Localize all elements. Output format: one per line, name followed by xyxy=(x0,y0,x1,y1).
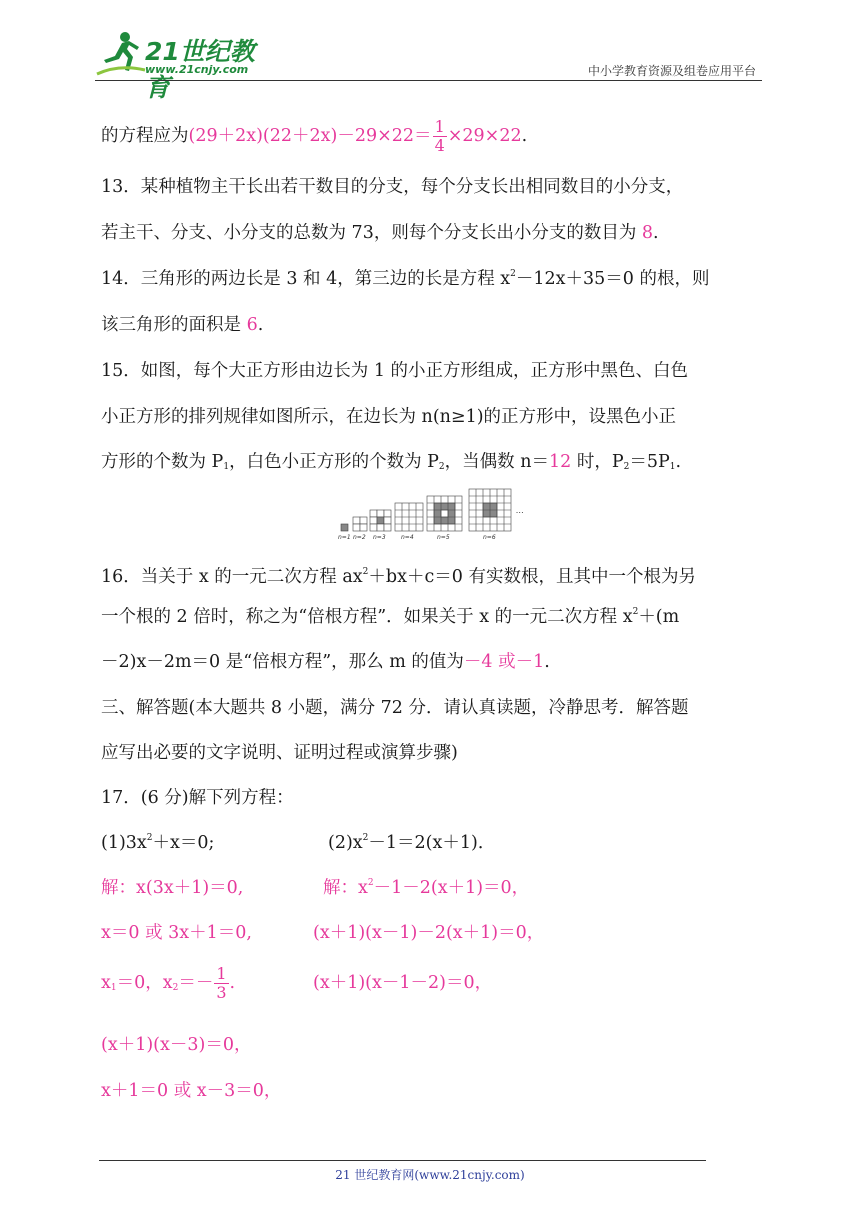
text: . xyxy=(257,315,264,335)
superscript: 2 xyxy=(146,833,153,843)
answer-text: (29＋2x)(22＋2x)－29×22＝ xyxy=(188,126,432,146)
text: ＝5P xyxy=(629,452,670,472)
subscript: 1 xyxy=(110,983,117,993)
fraction-numerator: 1 xyxy=(216,964,227,983)
subscript: 1 xyxy=(223,462,230,472)
q17-part-1 xyxy=(101,832,214,854)
fraction xyxy=(433,118,447,155)
subscript: 1 xyxy=(669,462,676,472)
superscript: 2 xyxy=(362,567,369,577)
text: . xyxy=(544,652,550,672)
q15-line-2: 小正方形的排列规律如图所示，在边长为 n(n≥1)的正方形中，设黑色小正 xyxy=(101,407,677,427)
page-header xyxy=(0,0,860,102)
text: . xyxy=(229,973,236,993)
q17-title: 17．(6 分)解下列方程： xyxy=(101,788,294,808)
grid-n5 xyxy=(427,496,462,531)
header-divider xyxy=(95,80,762,81)
subscript: 2 xyxy=(172,983,179,993)
solution2-line-5: x＋1＝0 或 x－3＝0， xyxy=(101,1081,282,1101)
logo-url: www.21cnjy.com xyxy=(145,63,249,76)
section3-heading-line-1: 三、解答题(本大题共 8 小题，满分 72 分．请认真读题，冷静思考．解答题 xyxy=(101,698,689,718)
fraction xyxy=(214,965,228,1002)
text: －12x＋35＝0 的根，则 xyxy=(515,269,710,289)
subscript: 2 xyxy=(623,462,630,472)
square-grids xyxy=(338,488,530,536)
answer-text: ×29×22 xyxy=(447,126,522,146)
text: 解：x xyxy=(323,878,368,898)
footer-divider xyxy=(99,1160,706,1161)
solution2-line-4: (x＋1)(x－3)＝0， xyxy=(101,1035,252,1055)
header-tagline: 中小学教育资源及组卷应用平台 xyxy=(587,64,756,78)
grid-label-n1: n=1 xyxy=(338,534,351,541)
grid-n3 xyxy=(370,510,391,531)
q16-line-3 xyxy=(101,651,550,673)
q17-part-2 xyxy=(328,832,495,854)
grid-n6 xyxy=(469,489,511,531)
superscript: 2 xyxy=(510,269,516,279)
grid-n1 xyxy=(341,524,348,531)
text: 一个根的 2 倍时，称之为“倍根方程”．如果关于 x 的一元二次方程 x xyxy=(101,607,633,627)
subscript: 2 xyxy=(438,462,445,472)
text: ＋x＝0; xyxy=(152,833,215,853)
text: －2)x－2m＝0 是“倍根方程”，那么 m 的值为 xyxy=(101,652,464,672)
fraction-denominator: 3 xyxy=(216,983,227,1002)
text: 16．当关于 x 的一元二次方程 ax xyxy=(101,567,363,587)
grid-label-n3: n=3 xyxy=(373,534,386,541)
q13-line-1: 13．某种植物主干长出若干数目的分支，每个分支长出相同数目的小分支， xyxy=(101,177,684,197)
q12-continuation xyxy=(101,118,527,155)
text: . xyxy=(521,126,528,146)
grid-label-n4: n=4 xyxy=(401,534,414,541)
section3-heading-line-2: 应写出必要的文字说明、证明过程或演算步骤) xyxy=(101,743,458,763)
running-figure-icon xyxy=(95,30,147,78)
ellipsis: … xyxy=(516,506,524,515)
fraction-numerator: 1 xyxy=(434,117,445,136)
square-pattern-figure xyxy=(338,488,530,544)
text: ，当偶数 n＝ xyxy=(444,452,549,472)
q16-answer: －4 或－1 xyxy=(463,652,545,672)
q13-answer: 8 xyxy=(641,223,654,243)
superscript: 2 xyxy=(367,878,374,888)
text: 该三角形的面积是 xyxy=(101,315,247,335)
solution2-line-1 xyxy=(323,877,529,899)
text: 14．三角形的两边长是 3 和 4，第三边的长是方程 x xyxy=(101,269,511,289)
q13-line-2 xyxy=(101,222,659,244)
text: ＋bx＋c＝0 有实数根，且其中一个根为另 xyxy=(368,567,696,587)
q14-line-2 xyxy=(101,314,263,336)
superscript: 2 xyxy=(362,833,369,843)
text: . xyxy=(653,223,659,243)
text: ，白色小正方形的个数为 P xyxy=(229,452,439,472)
grid-label-n5: n=5 xyxy=(437,534,450,541)
grid-label-n2: n=2 xyxy=(353,534,366,541)
q16-line-1 xyxy=(101,566,696,588)
fraction-denominator: 4 xyxy=(434,136,445,155)
grid-n4 xyxy=(395,503,423,531)
q15-line-3 xyxy=(101,451,681,473)
text: ＝0，x xyxy=(116,973,173,993)
solution1-line-3 xyxy=(101,965,235,1002)
logo-title: 21世纪教育 xyxy=(145,37,255,102)
superscript: 2 xyxy=(632,607,639,617)
q15-answer: 12 xyxy=(549,452,572,472)
q14-line-1 xyxy=(101,268,710,290)
text: 的方程应为 xyxy=(101,126,189,146)
text: 方形的个数为 P xyxy=(101,452,224,472)
text: . xyxy=(675,452,682,472)
page-footer: 21 世纪教育网(www.21cnjy.com) xyxy=(335,1168,525,1182)
grid-n2 xyxy=(353,517,367,531)
q16-line-2 xyxy=(101,606,679,628)
text: －1－2(x＋1)＝0， xyxy=(373,878,530,898)
grid-label-n6: n=6 xyxy=(483,534,496,541)
q14-answer: 6 xyxy=(246,315,258,335)
solution1-line-2: x＝0 或 3x＋1＝0, xyxy=(101,923,252,943)
text: 若主干、分支、小分支的总数为 73，则每个分支长出小分支的数目为 xyxy=(101,223,642,243)
solution2-line-2: (x＋1)(x－1)－2(x＋1)＝0， xyxy=(313,923,545,943)
text: －1＝2(x＋1)． xyxy=(368,833,496,853)
text: (1)3x xyxy=(101,833,147,853)
text: ＝－ xyxy=(178,973,214,993)
text: ＋(m xyxy=(638,607,680,627)
text: (2)x xyxy=(328,833,363,853)
solution2-line-3: (x＋1)(x－1－2)＝0， xyxy=(313,973,493,993)
text: 时，P xyxy=(571,452,624,472)
text: x xyxy=(101,973,111,993)
site-logo xyxy=(95,30,265,102)
q15-line-1: 15．如图，每个大正方形由边长为 1 的小正方形组成，正方形中黑色、白色 xyxy=(101,361,689,381)
solution1-line-1: 解：x(3x＋1)＝0, xyxy=(101,878,244,898)
